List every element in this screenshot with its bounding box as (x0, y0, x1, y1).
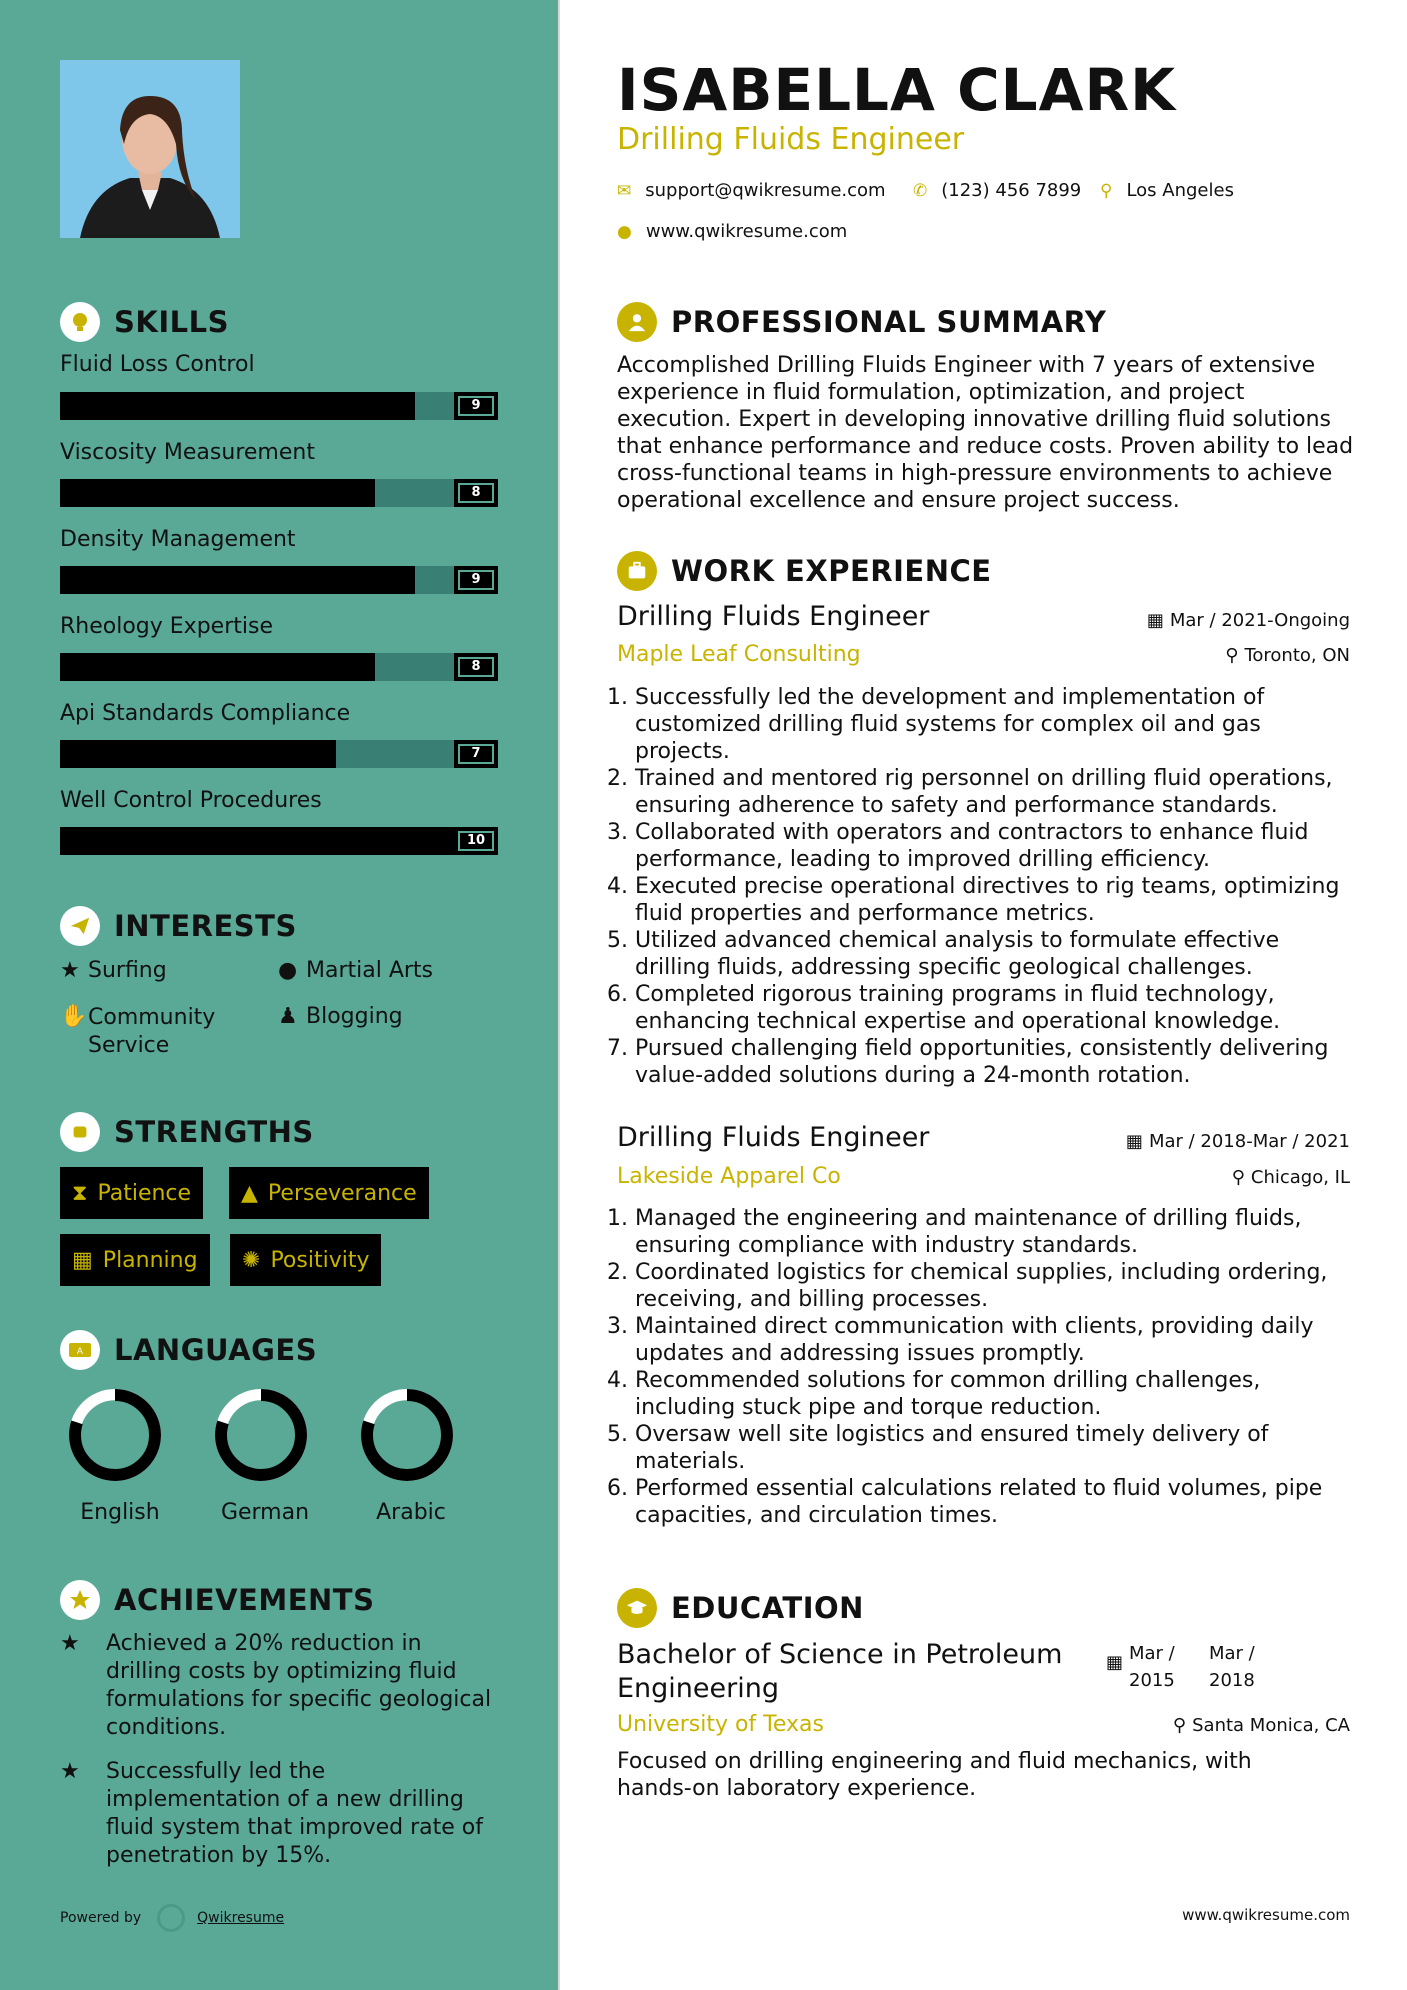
duty-item: 5. Utilized advanced chemical analysis to formulate effective drilling fluids, addressing specific geological challenges. (635, 927, 1357, 981)
achievements-heading: ACHIEVEMENTS (60, 1580, 374, 1620)
brand-link[interactable]: Qwikresume (197, 1910, 285, 1926)
experience-heading: WORK EXPERIENCE (617, 551, 992, 591)
powered-by: Powered by Qwikresume (60, 1904, 284, 1932)
skill-bar (60, 566, 498, 594)
envelope-icon: ✉ (617, 180, 632, 201)
education-heading: EDUCATION (617, 1588, 864, 1628)
school-name: University of Texas (617, 1712, 824, 1737)
skill-level: 10 (454, 827, 498, 855)
interest-item: ♟ Blogging (278, 1004, 403, 1029)
fist-icon (60, 1112, 100, 1152)
language-name: German (220, 1500, 310, 1525)
skill-bar-fill (60, 566, 415, 594)
skill-level: 7 (454, 740, 498, 768)
contact-email[interactable]: ✉ support@qwikresume.com (617, 180, 886, 201)
skill-bar-fill (60, 740, 336, 768)
duty-item: 5. Oversaw well site logistics and ensured timely delivery of materials. (635, 1421, 1357, 1475)
language-ring (211, 1385, 311, 1489)
language-name: English (80, 1500, 160, 1525)
skill-bar-fill (60, 827, 498, 855)
language-ring-inner (373, 1401, 441, 1469)
duty-item: 1. Successfully led the development and implementation of customized drilling fluid systems for complex oil and gas projects. (635, 684, 1357, 765)
calendar-icon: ▦ (1146, 610, 1164, 631)
duty-item: 4. Executed precise operational directives to rig teams, optimizing fluid properties and performance metrics. (635, 873, 1357, 927)
calendar-icon: ▦ (1125, 1131, 1143, 1152)
duty-item: 3. Collaborated with operators and contractors to enhance fluid performance, leading to improved drilling efficiency. (635, 819, 1357, 873)
education-location: ⚲ Santa Monica, CA (1172, 1715, 1350, 1736)
achievement-item: ★ Achieved a 20% reduction in drilling costs by optimizing fluid formulations for specific geological conditions. (60, 1631, 492, 1740)
education-dates: ▦ Mar / 2015 (1106, 1640, 1187, 1694)
skill-bar (60, 653, 498, 681)
achievement-item: ★ Successfully led the implementation of a new drilling fluid system that improved rate of penetration by 15%. (60, 1759, 483, 1868)
qwikresume-logo-icon (157, 1904, 185, 1932)
interest-item: ✋ Community Service (60, 1004, 216, 1058)
strengths-heading: STRENGTHS (60, 1112, 314, 1152)
pushpin-icon: ⚲ (1225, 645, 1239, 666)
duty-item: 1. Managed the engineering and maintenance of drilling fluids, ensuring compliance with industry standards. (635, 1205, 1357, 1259)
pushpin-icon: ⚲ (1231, 1167, 1245, 1188)
strength-badge: ✺ Positivity (230, 1234, 381, 1286)
job-dates: ▦ Mar / 2021-Ongoing (1146, 610, 1350, 631)
map-pin-icon: ⚲ (1100, 180, 1113, 201)
duty-item: 7. Pursued challenging field opportunities, consistently delivering value-added solutions during a 24-month rotation. (635, 1035, 1357, 1089)
duty-item: 6. Completed rigorous training programs in fluid technology, enhancing technical expertise and operational knowledge. (635, 981, 1357, 1035)
duty-item: 2. Coordinated logistics for chemical supplies, including ordering, receiving, and billing processes. (635, 1259, 1357, 1313)
job-dates: ▦ Mar / 2018-Mar / 2021 (1125, 1131, 1350, 1152)
user-icon (617, 302, 657, 342)
hand-icon: ✋ (60, 1004, 88, 1029)
candidate-name: ISABELLA CLARK (617, 56, 1177, 124)
skill-name: Rheology Expertise (60, 614, 273, 639)
skill-bar-fill (60, 479, 375, 507)
calendar-icon: ▦ (1105, 1652, 1123, 1673)
sidebar-divider (558, 0, 560, 1990)
job-location: ⚲ Chicago, IL (1231, 1167, 1350, 1188)
duty-item: 4. Recommended solutions for common drilling challenges, including stuck pipe and torque reduction. (635, 1367, 1357, 1421)
summary-heading: PROFESSIONAL SUMMARY (617, 302, 1106, 342)
job-title: Drilling Fluids Engineer (617, 601, 930, 632)
globe-icon: ● (617, 221, 632, 242)
skill-level: 8 (454, 479, 498, 507)
lightbulb-icon (60, 302, 100, 342)
job-duties (617, 684, 1357, 1089)
skill-level: 9 (454, 392, 498, 420)
duty-item: 3. Maintained direct communication with clients, providing daily updates and addressing issues promptly. (635, 1313, 1357, 1367)
language-ring (357, 1385, 457, 1489)
language-ring-inner (227, 1401, 295, 1469)
language-icon (60, 1330, 100, 1370)
contact-location: ⚲ Los Angeles (1100, 180, 1234, 201)
education-description: Focused on drilling engineering and fluid mechanics, with hands-on laboratory experience. (617, 1749, 1252, 1801)
interests-heading: INTERESTS (60, 906, 297, 946)
skill-bar (60, 827, 498, 855)
language-ring (65, 1385, 165, 1489)
contact-website[interactable]: ● www.qwikresume.com (617, 221, 848, 242)
skills-heading: SKILLS (60, 302, 229, 342)
education-end-date: Mar / 2018 (1209, 1643, 1255, 1691)
contact-phone: ✆ (123) 456 7899 (913, 180, 1082, 201)
pushpin-icon: ⚲ (1172, 1715, 1187, 1736)
trophy-star-icon: ★ (60, 1631, 80, 1656)
strength-badge: ▦ Planning (60, 1234, 210, 1286)
skill-level: 9 (454, 566, 498, 594)
languages-heading: A LANGUAGES (60, 1330, 317, 1370)
skill-name: Api Standards Compliance (60, 701, 351, 726)
sun-icon: ✺ (242, 1247, 261, 1273)
skill-bar (60, 392, 498, 420)
profile-photo (60, 60, 240, 238)
skill-name: Well Control Procedures (60, 788, 322, 813)
phone-icon: ✆ (913, 180, 928, 201)
language-ring-inner (81, 1401, 149, 1469)
skill-bar (60, 740, 498, 768)
star-icon: ★ (60, 958, 80, 983)
skill-bar-fill (60, 653, 375, 681)
language-name: Arabic (376, 1500, 446, 1525)
graduation-icon (617, 1588, 657, 1628)
skill-bar (60, 479, 498, 507)
footer-url[interactable]: www.qwikresume.com (1182, 1906, 1350, 1924)
calendar-icon: ▦ (72, 1247, 93, 1273)
briefcase-icon (617, 551, 657, 591)
duty-item: 2. Trained and mentored rig personnel on drilling fluid operations, ensuring adherence to safety and performance standards. (635, 765, 1357, 819)
users-icon: ♟ (278, 1004, 298, 1029)
interest-item: ● Martial Arts (278, 958, 434, 983)
duty-item: 6. Performed essential calculations related to fluid volumes, pipe capacities, and circulation times. (635, 1475, 1357, 1529)
paper-plane-icon (60, 906, 100, 946)
skill-name: Viscosity Measurement (60, 440, 315, 465)
trophy-star-icon: ★ (60, 1759, 80, 1784)
svg-text:A: A (76, 1347, 84, 1357)
interest-item: ★ Surfing (60, 958, 167, 983)
road-icon: ▲ (241, 1180, 258, 1206)
skill-bar-fill (60, 392, 415, 420)
candidate-title: Drilling Fluids Engineer (617, 122, 965, 157)
skill-level: 8 (454, 653, 498, 681)
strength-badge: ⧗ Patience (60, 1167, 203, 1219)
skill-name: Density Management (60, 527, 296, 552)
job-location: ⚲ Toronto, ON (1225, 645, 1350, 666)
job-title: Drilling Fluids Engineer (617, 1122, 930, 1153)
job-company: Lakeside Apparel Co (617, 1164, 841, 1189)
skill-name: Fluid Loss Control (60, 352, 255, 377)
star-badge-icon (60, 1580, 100, 1620)
job-duties (617, 1205, 1357, 1529)
globe-icon: ● (278, 958, 298, 983)
hourglass-icon: ⧗ (72, 1180, 88, 1206)
summary-text: Accomplished Drilling Fluids Engineer with 7 years of extensive experience in fluid formulation, optimization, and project execution. Expert in developing innovative drilling fluid solutions that enhance performance and reduce costs. Proven ability to lead cross-functional teams in high-pressure environments to achieve operational excellence and ensure project success. (617, 353, 1354, 513)
strength-badge: ▲ Perseverance (229, 1167, 429, 1219)
degree-title: Bachelor of Science in Petroleum Engineering (617, 1639, 1063, 1704)
job-company: Maple Leaf Consulting (617, 642, 861, 667)
